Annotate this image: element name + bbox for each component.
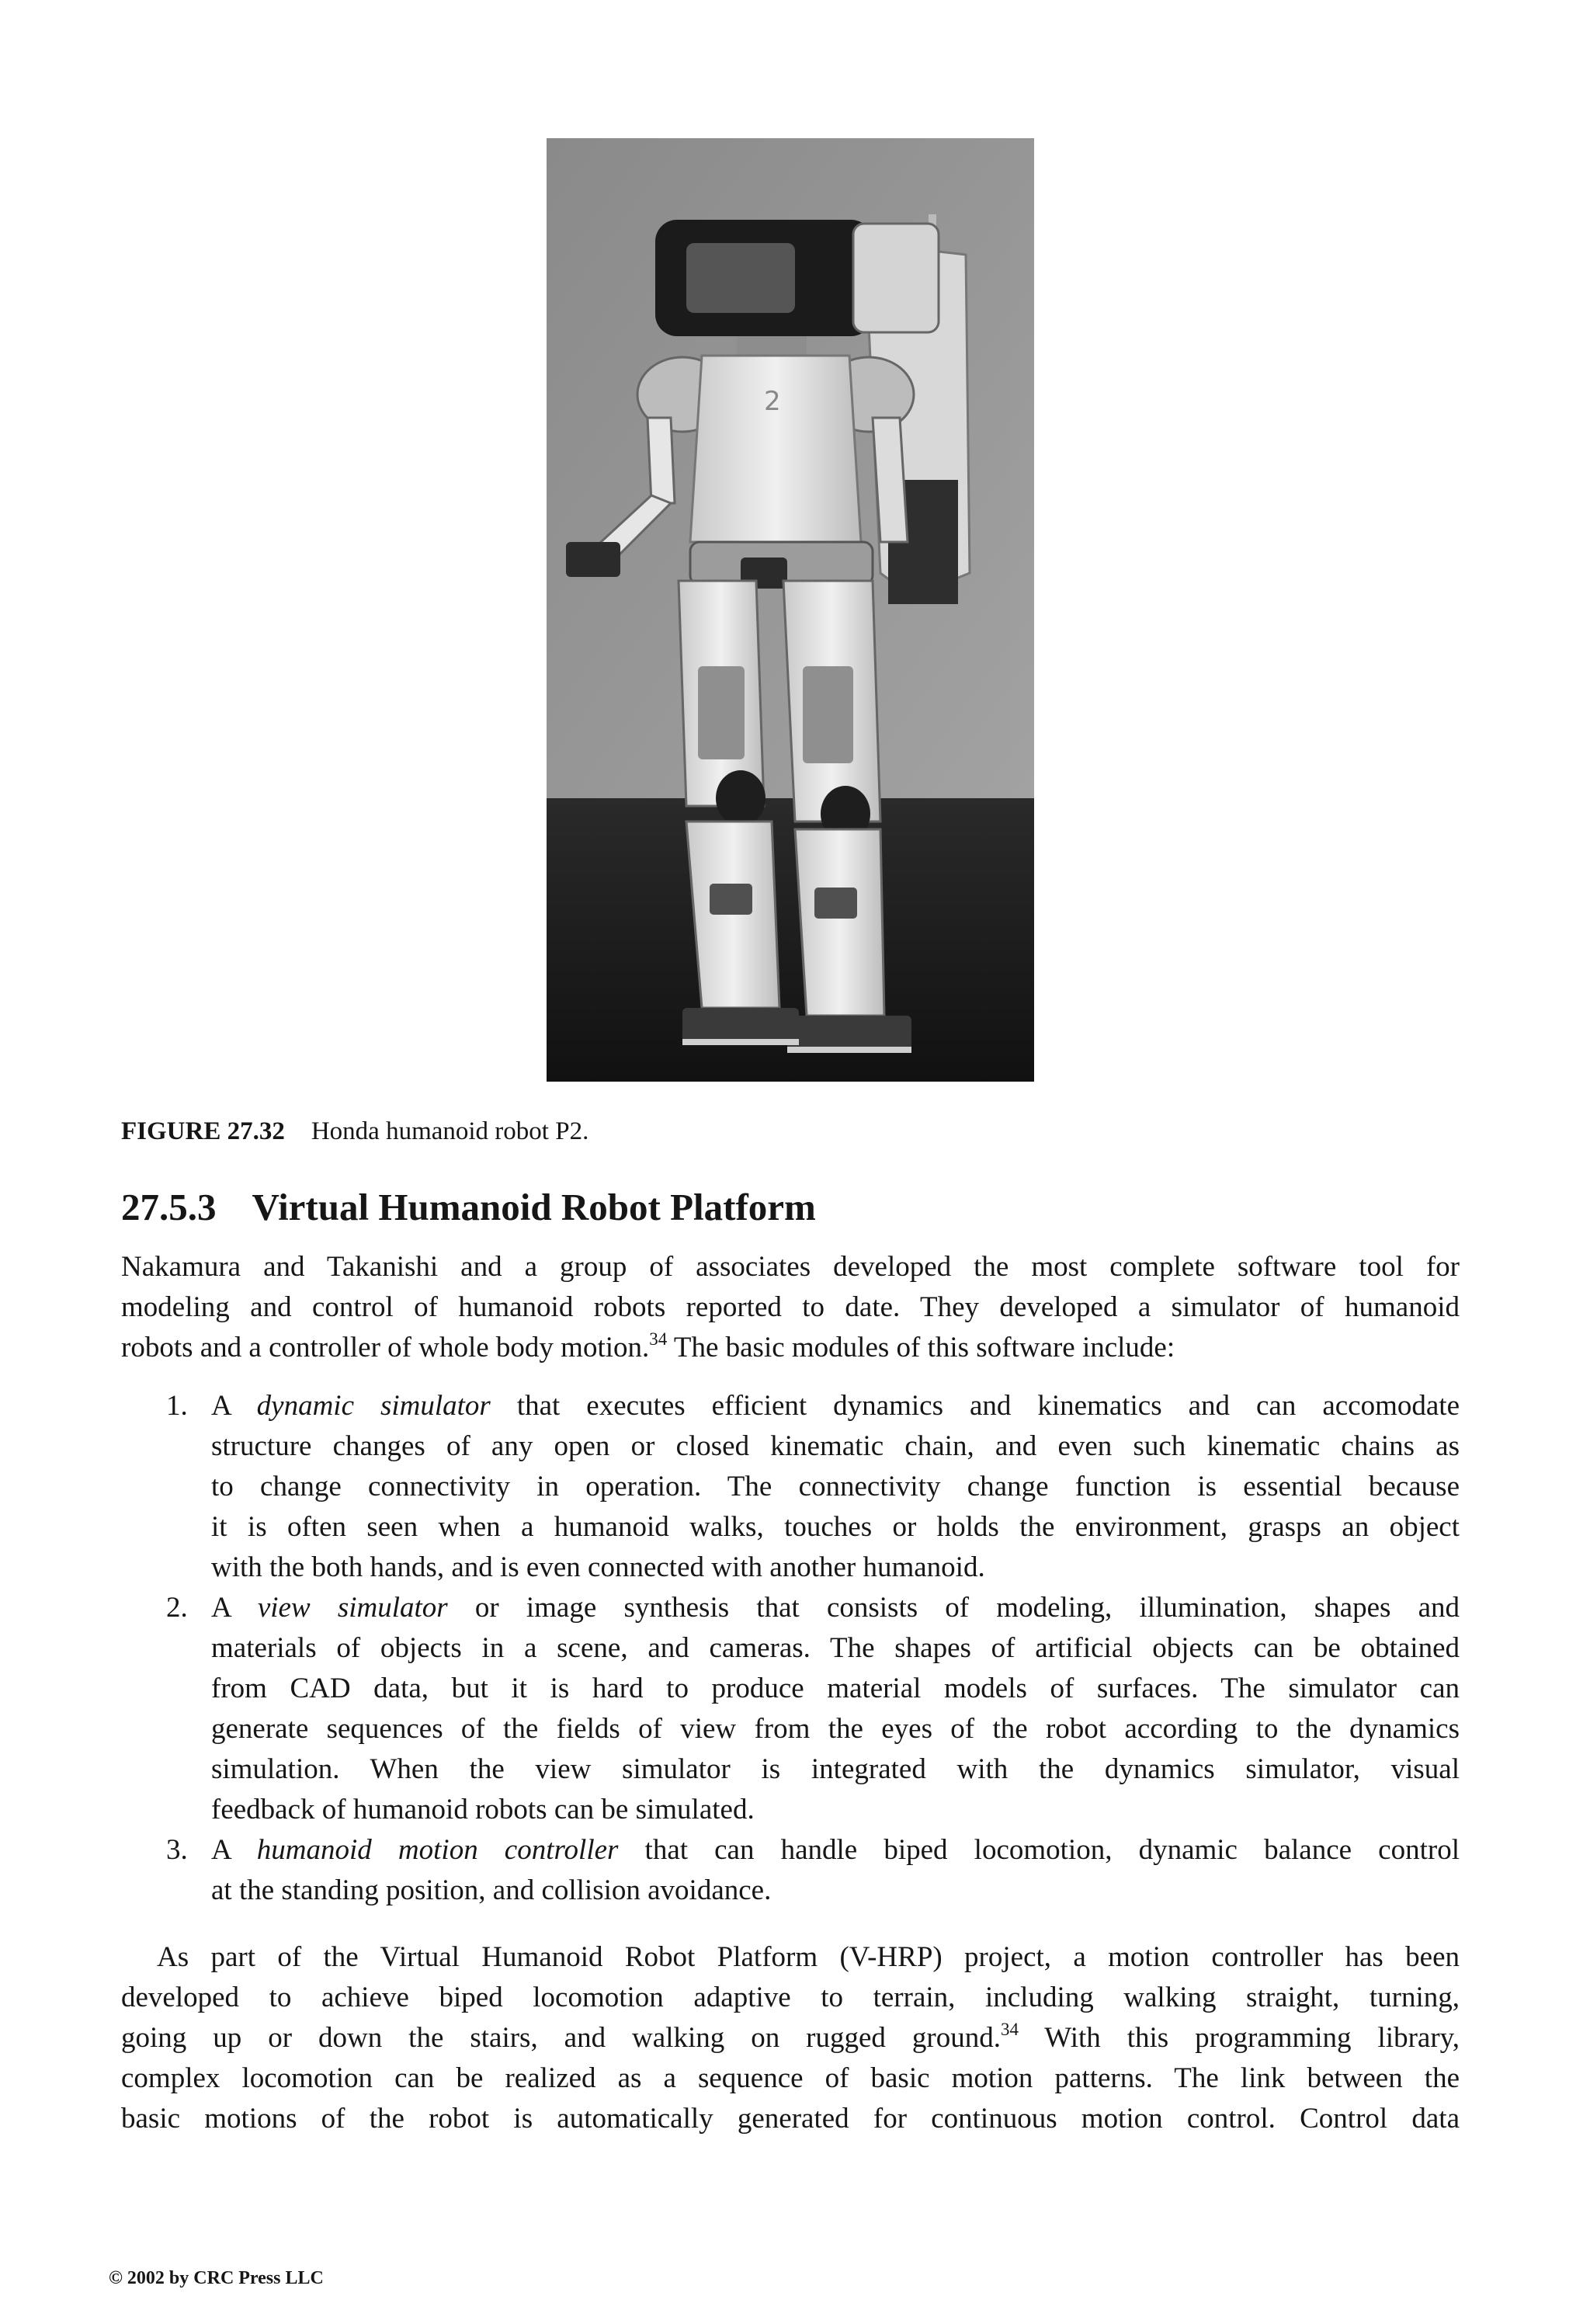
list-number: 2.	[166, 1592, 188, 1624]
chest-number: 2	[764, 386, 781, 417]
figure-caption-text: Honda humanoid robot P2.	[311, 1117, 589, 1145]
list-line: to change connectivity in operation. The connectivity change function is essential because	[211, 1471, 1460, 1502]
robot-photo-graphic	[547, 138, 1034, 1082]
list-line	[211, 1830, 1460, 1871]
list-term: view simulator	[257, 1592, 448, 1624]
list-text: or image synthesis that consists of modeling, illumination, shapes and	[447, 1592, 1460, 1624]
list-text: A	[211, 1834, 257, 1866]
figure-label: FIGURE 27.32	[121, 1117, 285, 1145]
list-line: materials of objects in a scene, and cameras. The shapes of artificial objects can be obtained	[211, 1632, 1460, 1664]
intro-paragraph	[121, 1247, 1460, 1368]
closing-line	[121, 2018, 1460, 2058]
closing-text: going up or down the stairs, and walking on rugged ground.	[121, 2022, 1001, 2054]
section-number: 27.5.3	[121, 1186, 217, 1228]
list-line: from CAD data, but it is hard to produce material models of surfaces. The simulator can	[211, 1673, 1460, 1704]
list-line	[211, 1386, 1460, 1426]
list-line: feedback of humanoid robots can be simulated.	[211, 1794, 755, 1826]
section-heading	[121, 1180, 816, 1235]
list-term: dynamic simulator	[256, 1390, 491, 1422]
intro-text: The basic modules of this software include:	[667, 1332, 1175, 1363]
robot-photo	[547, 138, 1034, 1082]
list-text: A	[211, 1390, 257, 1422]
list-term: humanoid motion controller	[256, 1834, 619, 1866]
citation-ref: 34	[649, 1329, 668, 1349]
closing-line: As part of the Virtual Humanoid Robot Platform (V-HRP) project, a motion controller has been	[157, 1941, 1460, 1973]
list-text: that can handle biped locomotion, dynamic balance control	[618, 1834, 1460, 1866]
intro-text: robots and a controller of whole body motion.	[121, 1332, 650, 1363]
intro-line: Nakamura and Takanishi and a group of associates developed the most complete software tool for	[121, 1251, 1460, 1283]
figure-caption	[121, 1113, 588, 1149]
closing-line: basic motions of the robot is automatically generated for continuous motion control. Control data	[121, 2103, 1460, 2135]
list-line: at the standing position, and collision avoidance.	[211, 1874, 772, 1906]
list-line: generate sequences of the fields of view from the eyes of the robot according to the dynamics	[211, 1713, 1460, 1745]
list-text: A	[211, 1592, 258, 1624]
copyright-footer: © 2002 by CRC Press LLC	[109, 2268, 324, 2288]
list-item	[121, 1588, 1460, 1830]
list-text: that executes efficient dynamics and kinematics and can accomodate	[490, 1390, 1460, 1422]
module-list	[121, 1386, 1460, 1911]
intro-line	[121, 1328, 1460, 1368]
list-item	[121, 1386, 1460, 1588]
list-line: structure changes of any open or closed kinematic chain, and even such kinematic chains as	[211, 1430, 1460, 1462]
list-line: simulation. When the view simulator is integrated with the dynamics simulator, visual	[211, 1753, 1460, 1785]
citation-ref: 34	[1000, 2020, 1019, 2039]
closing-line: developed to achieve biped locomotion adaptive to terrain, including walking straight, turning,	[121, 1982, 1460, 2013]
section-title: Virtual Humanoid Robot Platform	[252, 1186, 816, 1228]
list-line: it is often seen when a humanoid walks, touches or holds the environment, grasps an object	[211, 1511, 1460, 1543]
intro-line: modeling and control of humanoid robots reported to date. They developed a simulator of humanoid	[121, 1291, 1460, 1323]
closing-text: With this programming library,	[1018, 2022, 1460, 2054]
list-number: 3.	[166, 1834, 188, 1866]
list-line: with the both hands, and is even connected with another humanoid.	[211, 1551, 985, 1583]
list-item	[121, 1830, 1460, 1911]
list-line	[211, 1588, 1460, 1628]
closing-line: complex locomotion can be realized as a sequence of basic motion patterns. The link between the	[121, 2062, 1460, 2094]
closing-paragraph	[121, 1937, 1460, 2139]
list-number: 1.	[166, 1390, 188, 1422]
